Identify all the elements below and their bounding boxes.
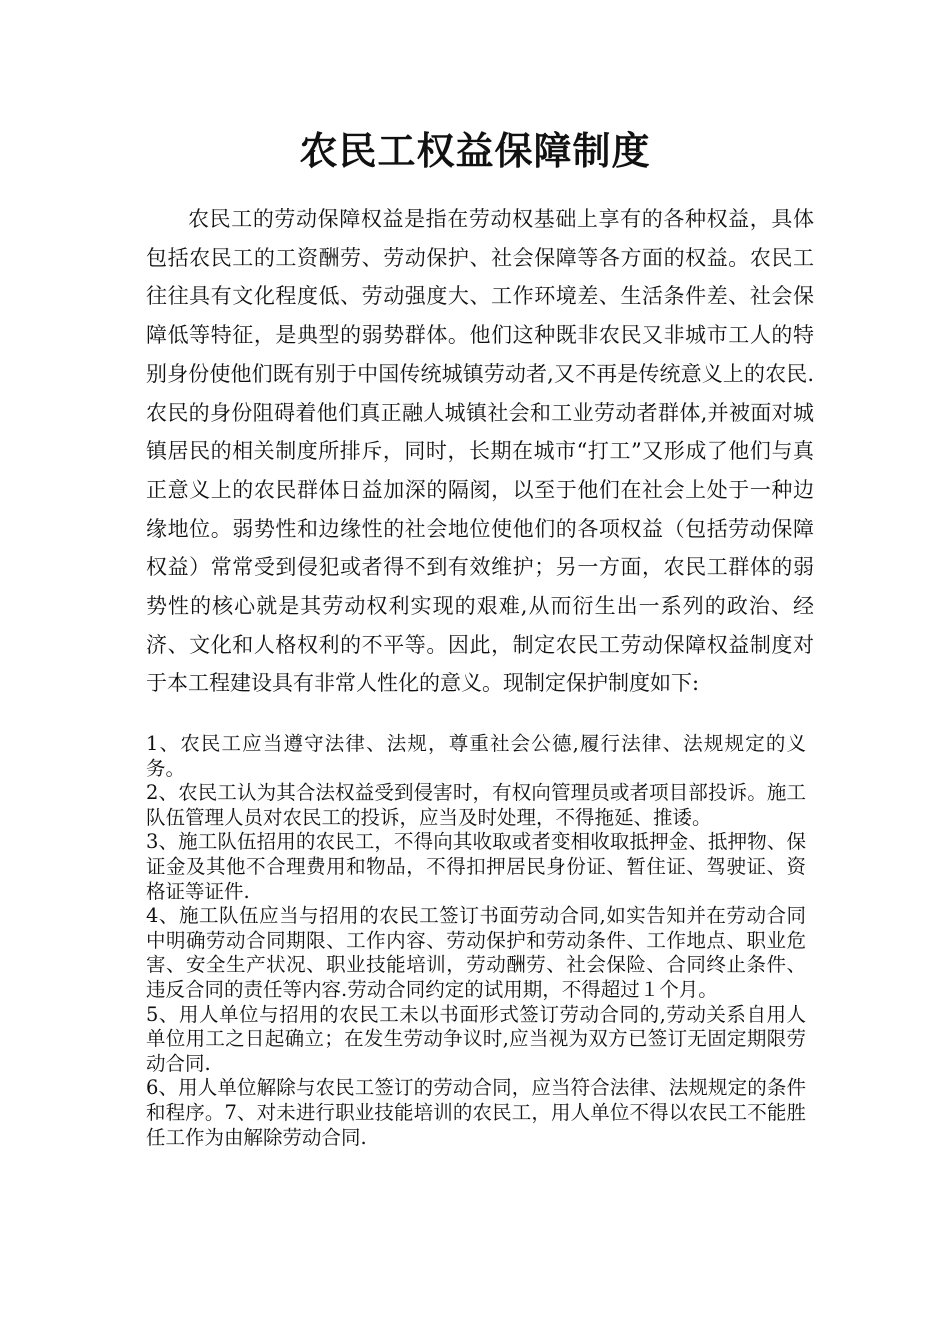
rule-item: 2、农民工认为其合法权益受到侵害时，有权向管理员或者项目部投诉。施工队伍管理人员对农民工的投诉，应当及时处理，不得拖延、推诿。 (146, 781, 806, 829)
rule-item: 6、用人单位解除与农民工签订的劳动合同，应当符合法律、法规规定的条件和程序。7、对未进行职业技能培训的农民工，用人单位不得以农民工不能胜任工作为由解除劳动合同. (146, 1076, 806, 1149)
rule-item: 1、农民工应当遵守法律、法规，尊重社会公德,履行法律、法规规定的义务。 (146, 732, 806, 780)
rules-list (146, 732, 806, 1150)
intro-paragraph: 农民工的劳动保障权益是指在劳动权基础上享有的各种权益，具体包括农民工的工资酬劳、劳动保护、社会保障等各方面的权益。农民工往往具有文化程度低、劳动强度大、工作环境差、生活条件差、社会保障低等特征，是典型的弱势群体。他们这种既非农民又非城市工人的特别身份使他们既有别于中国传统城镇劳动者,又不再是传统意义上的农民.农民的身份阻碍着他们真正融人城镇社会和工业劳动者群体,并被面对城镇居民的相关制度所排斥，同时，长期在城市“打工”又形成了他们与真正意义上的农民群体日益加深的隔阂，以至于他们在社会上处于一种边缘地位。弱势性和边缘性的社会地位使他们的各项权益（包括劳动保障权益）常常受到侵犯或者得不到有效维护；另一方面，农民工群体的弱势性的核心就是其劳动权利实现的艰难,从而衍生出一系列的政治、经济、文化和人格权利的不平等。因此，制定农民工劳动保障权益制度对于本工程建设具有非常人性化的意义。现制定保护制度如下: (146, 207, 814, 696)
rule-item: 3、施工队伍招用的农民工，不得向其收取或者变相收取抵押金、抵押物、保证金及其他不合理费用和物品，不得扣押居民身份证、暂住证、驾驶证、资格证等证件. (146, 830, 806, 903)
document-title: 农民工权益保障制度 (299, 128, 651, 173)
rule-item: 5、用人单位与招用的农民工未以书面形式签订劳动合同的,劳动关系自用人单位用工之日起确立；在发生劳动争议时,应当视为双方已签订无固定期限劳动合同. (146, 1002, 806, 1075)
rule-item: 4、施工队伍应当与招用的农民工签订书面劳动合同,如实告知并在劳动合同中明确劳动合同期限、工作内容、劳动保护和劳动条件、工作地点、职业危害、安全生产状况、职业技能培训，劳动酬劳、社会保险、合同终止条件、违反合同的责任等内容.劳动合同约定的试用期，不得超过１个月。 (146, 904, 806, 1001)
